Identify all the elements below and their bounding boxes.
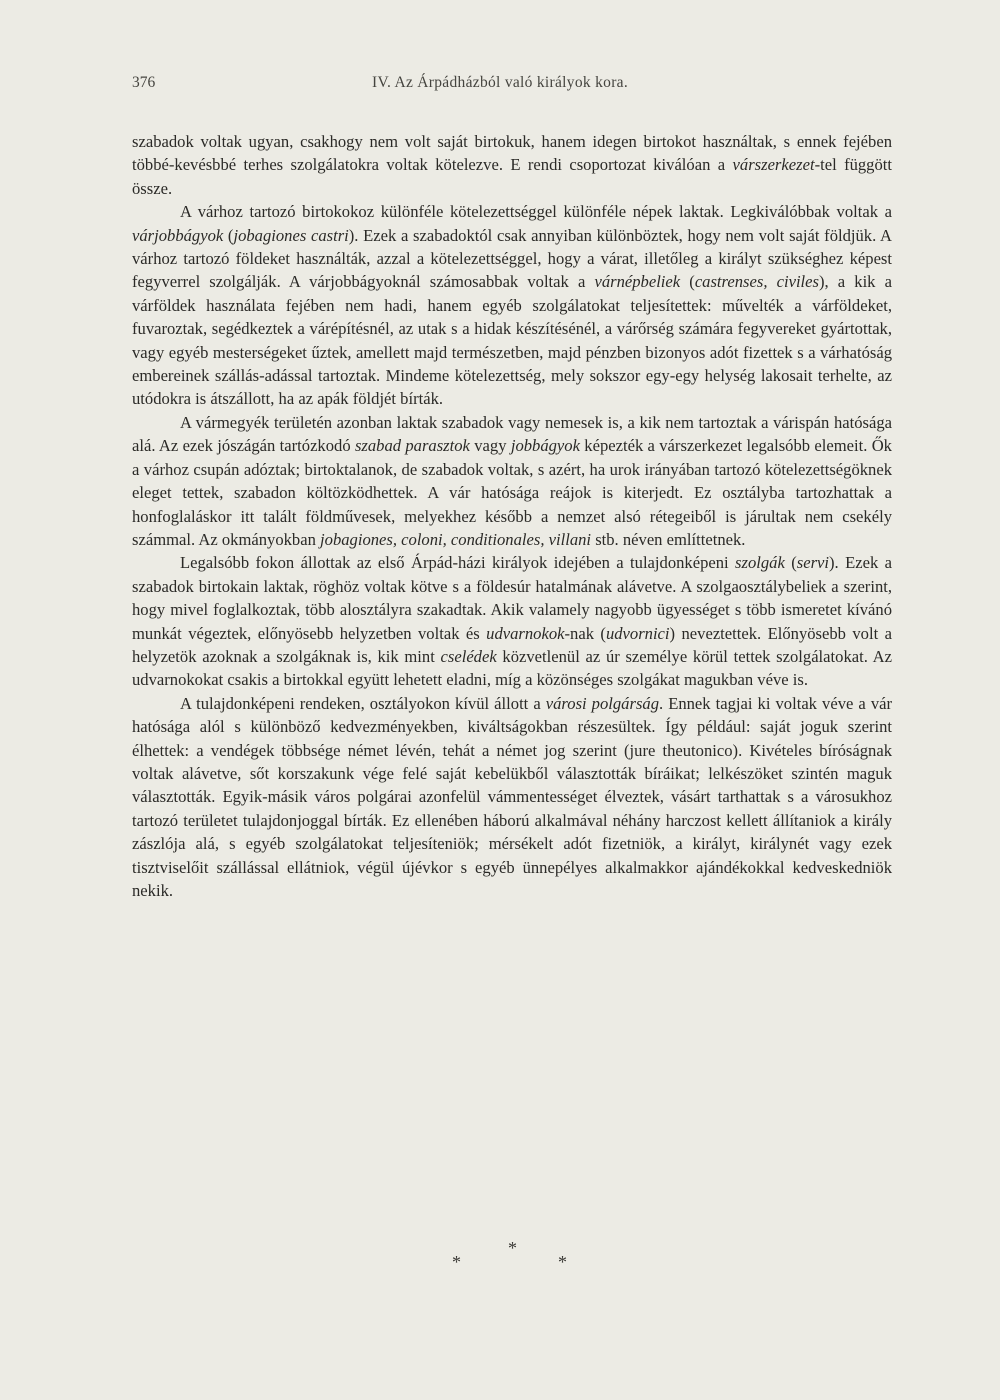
text-run: ) neveztettek. Előnyösebb volt a helyzetök azoknak a szolgáknak is, kik mint (132, 623, 892, 666)
text-run: A várhoz tartozó birtokokoz különféle kötelezettséggel különféle népek laktak. Legkiválóbbak voltak a (180, 202, 892, 222)
text-run: A tulajdonképeni rendeken, osztályokon kívül állott a (180, 693, 546, 713)
italic-term: cselédek (440, 646, 497, 666)
text-run: közvetlenül az úr személye körül tettek szolgálatokat. Az udvarnokokat csakis a birtokkal együtt lehetett eladni, míg a közönséges szolgákat magukban véve is. (132, 646, 892, 690)
italic-term: szolgák (735, 553, 785, 573)
text-run: A vármegyék területén azonban laktak szabadok vagy nemesek is, a kik nem tartoztak a várispán hatósága alá. Az ezek jószágán tartózkodó (132, 412, 892, 456)
body-text (132, 130, 892, 902)
text-run: ( (784, 553, 797, 573)
text-run: Legalsóbb fokon állottak az első Árpád-házi királyok idejében a tulajdonképeni (180, 553, 736, 573)
text-run: -nak ( (564, 623, 606, 643)
dinkus-asterisk: * (558, 1252, 567, 1272)
text-run: . Ennek tagjai ki voltak véve a vár hatósága alól s különböző kedvezményekben, kiváltságokban részesültek. Így például: saját joguk szerint élhettek: a vendégek többsége német lévén, tehát a német jog szerint (jure theutonico). Kivételes bíróságnak voltak alávetve, sőt korszakunk vége felé saját kebelükből választották bíráikat; lelkészöket szintén maguk választották. Egyik-másik város polgárai azonfelül vámmentességet élveztek, vásárt tarthattak s a városukhoz tartozó területet tulajdonjoggal bírták. Ez ellenében háború alkalmával néhány harczost kellett állítaniok a király zászlója alá, s egyéb szolgálatokat teljesíteniök; mérsékelt adót fizetniök, a királyt, királynét vagy ezek tisztviselőit szállással ellátniok, végül újévkor s egyéb ünnepélyes alkalmakkor ajándékokkal kedveskedniök nekik. (132, 693, 893, 900)
text-run: szabadok voltak ugyan, csakhogy nem volt saját birtokuk, hanem idegen birtokot használtak, s ennek fejében többé-kevésbbé terhes szolgálatokra voltak kötelezve. E rendi csoportozat kiválóan a (132, 132, 892, 175)
text-run: ( (680, 272, 695, 292)
text-run: képezték a várszerkezet legalsóbb elemeit. Ők a várhoz csupán adóztak; birtoktalanok, de szabadok voltak, s azért, ha urok irányában tartozó kötelezettségöknek eleget tettek, szabadon költözködhettek. A vár hatósága reájok is kiterjedt. Ez osztályba tartozhattak a honfoglaláskor itt talált földművesek, melyekhez később a nemzet alsó rétegeiből is járultak nem csekély számmal. Az okmányokban (132, 436, 892, 549)
paragraph (132, 551, 892, 691)
italic-term: jobagiones castri (233, 225, 349, 245)
text-run: vagy (469, 436, 511, 456)
italic-term: udvornici (605, 623, 670, 643)
paragraph (132, 692, 892, 903)
italic-term: várjobbágyok (132, 225, 224, 245)
page-number: 376 (132, 74, 156, 91)
page-header (132, 74, 892, 98)
text-run: ). Ezek a szabadok birtokain laktak, röghöz voltak kötve s a földesúr hatalmának alávetve. A szolgaosztálybeliek a szerint, hogy mivel foglalkoztak, több alosztályra szakadtak. Akik valamely nagyobb ügyességet s több ismeretet kívánó munkát végeztek, előnyösebb helyzetben voltak és (132, 553, 892, 643)
italic-term: jobagiones, coloni, conditionales, villani (320, 529, 592, 549)
italic-term: udvarnokok (486, 623, 565, 643)
paragraph (132, 411, 892, 551)
text-run: ( (223, 225, 234, 245)
italic-term: szabad parasztok (354, 436, 470, 456)
italic-term: városi polgárság (545, 693, 659, 713)
italic-term: várnépbeliek (594, 272, 681, 292)
text-run: ), a kik a várföldek használata fejében nem hadi, hanem egyéb szolgálatokat teljesítettek: művelték a várföldeket, fuvaroztak, segédkeztek a várépítésnél, az utak s a hidak készítésénél, a várőrség számára fegyvereket gyártottak, vagy egyéb mesterségeket űztek, amellett majd természetben, majd pénzben bizonyos adót fizettek s a várhatóság embereinek szállás-adással tartoztak. Mindeme kötelezettség, mely sokszor egy-egy helység lakosait terhelte, az utódokra is átszállott, ha az apák földjét bírták. (132, 272, 892, 409)
dinkus-asterisk: * (452, 1252, 461, 1272)
section-dinkus (440, 1238, 580, 1278)
text-run: ). Ezek a szabadoktól csak annyiban különböztek, hogy nem volt saját földjük. A várhoz tartozó földeket használták, azzal a kötelezettséggel, hogy a várat, illetőleg a királyt szükséghez képest fegyverrel szolgálják. A várjobbágyoknál számosabbak voltak a (132, 225, 893, 292)
paragraph (132, 130, 892, 200)
italic-term: servi (796, 553, 830, 573)
dinkus-asterisk: * (508, 1238, 517, 1258)
text-run: stb. néven említtetnek. (591, 529, 746, 549)
paragraph (132, 200, 892, 411)
text-run: -tel függött össze. (132, 155, 892, 198)
italic-term: castrenses, civiles (694, 272, 819, 292)
italic-term: várszerkezet (732, 155, 815, 175)
running-title: IV. Az Árpádházból való királyok kora. (372, 74, 629, 91)
italic-term: jobbágyok (510, 436, 580, 456)
